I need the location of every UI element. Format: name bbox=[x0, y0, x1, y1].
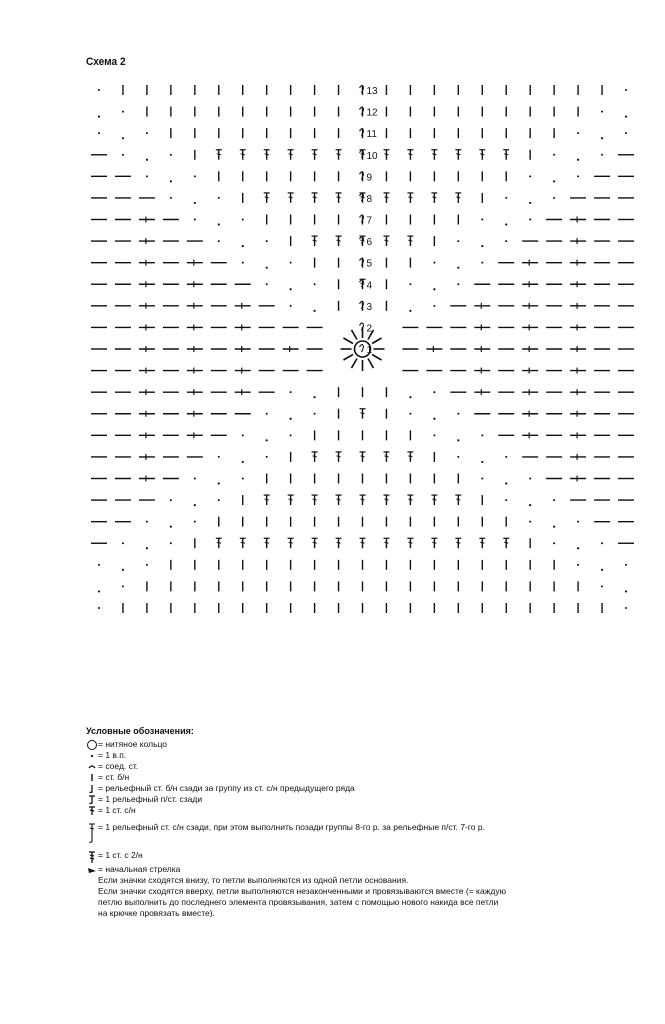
legend-item-double bbox=[86, 805, 506, 816]
legend-item-single bbox=[86, 772, 506, 783]
chain-stitch-mark bbox=[218, 223, 220, 225]
double-crochet-bar bbox=[361, 542, 365, 543]
chain-stitch-mark bbox=[122, 569, 124, 571]
legend-text: = начальная стрелка bbox=[98, 864, 181, 874]
treble-crochet-icon bbox=[86, 850, 98, 864]
chain-stitch-mark bbox=[505, 197, 507, 199]
ring-stitch bbox=[352, 359, 358, 369]
chain-stitch-mark bbox=[409, 396, 411, 398]
ring-stitch bbox=[368, 359, 374, 369]
row-number: 12 bbox=[366, 107, 378, 119]
chain-stitch-mark bbox=[577, 521, 579, 523]
double-crochet-bar bbox=[241, 154, 245, 155]
chain-stitch-mark bbox=[433, 288, 435, 290]
double-crochet-bar bbox=[408, 154, 412, 155]
ring-stitch bbox=[372, 338, 382, 344]
double-crochet-bar bbox=[313, 542, 317, 543]
double-crochet-bar bbox=[456, 499, 460, 500]
chain-stitch-mark bbox=[122, 585, 124, 587]
chain-stitch-mark bbox=[218, 197, 220, 199]
double-crochet-bar bbox=[384, 154, 388, 155]
chain-stitch-mark bbox=[313, 310, 315, 312]
chain-stitch-mark bbox=[577, 159, 579, 161]
chain-stitch-mark bbox=[553, 197, 555, 199]
chain-stitch-mark bbox=[146, 132, 148, 134]
double-crochet-bar bbox=[313, 456, 317, 457]
chain-stitch-mark bbox=[146, 547, 148, 549]
legend-text: = 1 ст. с 2/н bbox=[98, 850, 143, 860]
chain-stitch-mark bbox=[529, 202, 531, 204]
legend-note: Если значки сходятся вверху, петли выполняются незаконченными и провязываются вместе (= каждую петлю выполнить до последнего элемента провязывания, затем с помощью нового накида все петли на крючке провязать вместе). bbox=[98, 886, 506, 918]
ring-icon bbox=[86, 739, 98, 750]
chain-stitch-mark bbox=[553, 154, 555, 156]
chain-stitch-mark bbox=[242, 478, 244, 480]
chain-stitch-mark bbox=[170, 197, 172, 199]
chain-stitch-mark bbox=[481, 461, 483, 463]
chain-stitch-mark bbox=[553, 542, 555, 544]
ring-stitch bbox=[343, 355, 353, 361]
relief-single-crochet-icon bbox=[86, 783, 98, 794]
legend-item-treble bbox=[86, 850, 506, 864]
double-crochet-bar bbox=[456, 154, 460, 155]
legend-text: = 1 в.п. bbox=[98, 750, 127, 760]
chain-stitch-mark bbox=[409, 283, 411, 285]
legend-title: Условные обозначения: bbox=[86, 726, 194, 736]
diagram-title: Схема 2 bbox=[86, 56, 126, 68]
legend-text: = нитяное кольцо bbox=[98, 739, 168, 749]
chain-stitch-mark bbox=[601, 111, 603, 113]
chain-stitch-mark bbox=[601, 154, 603, 156]
chain-stitch-mark bbox=[98, 564, 100, 566]
legend bbox=[86, 726, 506, 919]
double-crochet-bar bbox=[504, 542, 508, 543]
chain-stitch-mark bbox=[313, 396, 315, 398]
chain-stitch-mark bbox=[218, 456, 220, 458]
legend-item-relief-double bbox=[86, 822, 506, 844]
chain-stitch-mark bbox=[122, 542, 124, 544]
single-crochet-icon bbox=[86, 772, 98, 783]
chain-stitch-mark bbox=[457, 413, 459, 415]
chain-stitch-mark bbox=[481, 434, 483, 436]
legend-item-arrow bbox=[86, 864, 506, 875]
chain-stitch-mark bbox=[553, 526, 555, 528]
chain-stitch-mark bbox=[170, 499, 172, 501]
double-crochet-bar bbox=[408, 499, 412, 500]
row-number: 8 bbox=[366, 193, 373, 205]
legend-item-ring bbox=[86, 739, 506, 750]
row-number: 2 bbox=[366, 323, 373, 335]
double-crochet-bar bbox=[337, 154, 341, 155]
chain-stitch-mark bbox=[146, 175, 148, 177]
double-crochet-bar bbox=[265, 197, 269, 198]
chain-stitch-mark bbox=[433, 391, 435, 393]
chain-stitch-mark bbox=[122, 154, 124, 156]
chain-stitch-mark bbox=[98, 607, 100, 609]
chain-stitch-mark bbox=[505, 240, 507, 242]
double-crochet-bar bbox=[384, 197, 388, 198]
row-number: 11 bbox=[366, 129, 377, 141]
chain-stitch-mark bbox=[625, 590, 627, 592]
double-crochet-bar bbox=[217, 154, 221, 155]
chain-stitch-mark bbox=[242, 434, 244, 436]
chain-stitch-mark bbox=[577, 564, 579, 566]
double-crochet-bar bbox=[384, 542, 388, 543]
chain-stitch-mark bbox=[481, 478, 483, 480]
chain-stitch-mark bbox=[242, 461, 244, 463]
chain-stitch-mark bbox=[146, 564, 148, 566]
chain-stitch-mark bbox=[625, 89, 627, 91]
chain-stitch-mark bbox=[266, 283, 268, 285]
double-crochet-bar bbox=[456, 542, 460, 543]
chain-stitch-mark bbox=[242, 245, 244, 247]
legend-text: = 1 рельефный п/ст. сзади bbox=[98, 794, 203, 804]
chain-stitch-mark bbox=[218, 499, 220, 501]
chain-stitch-mark bbox=[457, 283, 459, 285]
legend-item-relief-half bbox=[86, 794, 506, 805]
row-number: 7 bbox=[366, 215, 373, 227]
chain-stitch-mark bbox=[529, 219, 531, 221]
chain-stitch-mark bbox=[194, 521, 196, 523]
double-crochet-bar bbox=[337, 542, 341, 543]
ring-stitch bbox=[352, 330, 358, 340]
chain-stitch-mark bbox=[290, 288, 292, 290]
chain-stitch-mark bbox=[601, 569, 603, 571]
chain-stitch-mark bbox=[218, 482, 220, 484]
chain-stitch-mark bbox=[457, 456, 459, 458]
double-crochet-bar bbox=[289, 542, 293, 543]
chain-stitch-mark bbox=[433, 305, 435, 307]
row-number: 9 bbox=[366, 172, 373, 184]
legend-note: Если значки сходятся внизу, то петли выполняются из одной петли основания. bbox=[98, 875, 409, 885]
chain-stitch-mark bbox=[266, 439, 268, 441]
row-number: 5 bbox=[366, 258, 373, 270]
chain-stitch-mark bbox=[170, 542, 172, 544]
row-number: 6 bbox=[366, 237, 373, 249]
chain-stitch-mark bbox=[481, 262, 483, 264]
double-crochet-bar bbox=[456, 197, 460, 198]
legend-text: = 1 рельефный ст. с/н сзади, при этом выполнить позади группы 8-го р. за рельефные п/ст. 7-го р. bbox=[98, 822, 485, 832]
chain-stitch-mark bbox=[553, 499, 555, 501]
double-crochet-bar bbox=[289, 499, 293, 500]
chain-stitch-mark bbox=[266, 240, 268, 242]
double-crochet-bar bbox=[337, 456, 341, 457]
double-crochet-bar bbox=[480, 154, 484, 155]
chain-stitch-mark bbox=[194, 478, 196, 480]
double-crochet-bar bbox=[265, 499, 269, 500]
chain-stitch-mark bbox=[529, 175, 531, 177]
chain-stitch-mark bbox=[577, 547, 579, 549]
double-crochet-bar bbox=[432, 499, 436, 500]
legend-item-slip bbox=[86, 761, 506, 772]
double-crochet-bar bbox=[408, 240, 412, 241]
double-crochet-bar bbox=[265, 154, 269, 155]
chain-stitch-mark bbox=[290, 305, 292, 307]
legend-text: = рельефный ст. б/н сзади за группу из ст. с/н предыдущего ряда bbox=[98, 783, 355, 793]
chain-stitch-mark bbox=[481, 219, 483, 221]
chain-stitch-mark bbox=[529, 478, 531, 480]
chain-stitch-mark bbox=[194, 504, 196, 506]
chain-stitch-mark bbox=[194, 175, 196, 177]
double-crochet-bar bbox=[313, 240, 317, 241]
slip-stitch-icon bbox=[86, 761, 98, 772]
chain-stitch-mark bbox=[625, 115, 627, 117]
double-crochet-bar bbox=[408, 197, 412, 198]
chain-stitch-mark bbox=[122, 137, 124, 139]
double-crochet-bar bbox=[432, 154, 436, 155]
chain-stitch-mark bbox=[433, 434, 435, 436]
double-crochet-bar bbox=[265, 542, 269, 543]
double-crochet-bar bbox=[384, 240, 388, 241]
double-crochet-icon bbox=[86, 805, 98, 816]
double-crochet-bar bbox=[361, 456, 365, 457]
chain-stitch-mark bbox=[625, 132, 627, 134]
double-crochet-bar bbox=[313, 499, 317, 500]
chain-stitch-mark bbox=[314, 283, 316, 285]
chain-stitch-mark bbox=[266, 456, 268, 458]
chain-stitch-mark bbox=[146, 521, 148, 523]
double-crochet-bar bbox=[480, 542, 484, 543]
chain-stitch-mark bbox=[242, 219, 244, 221]
double-crochet-bar bbox=[313, 197, 317, 198]
double-crochet-bar bbox=[217, 542, 221, 543]
chain-stitch-mark bbox=[505, 499, 507, 501]
double-crochet-bar bbox=[337, 197, 341, 198]
chain-stitch-mark bbox=[601, 137, 603, 139]
chain-stitch-mark bbox=[577, 132, 579, 134]
row-number: 3 bbox=[366, 301, 373, 313]
double-crochet-bar bbox=[241, 542, 245, 543]
chain-stitch-mark bbox=[505, 482, 507, 484]
chain-stitch-mark bbox=[194, 219, 196, 221]
relief-half-double-icon bbox=[86, 794, 98, 805]
chain-stitch-mark bbox=[170, 154, 172, 156]
double-crochet-bar bbox=[504, 154, 508, 155]
row-number: 1 bbox=[366, 345, 373, 356]
chain-stitch-mark bbox=[505, 223, 507, 225]
double-crochet-bar bbox=[384, 456, 388, 457]
chain-stitch-mark bbox=[146, 159, 148, 161]
chain-stitch-mark bbox=[529, 504, 531, 506]
chain-stitch-mark bbox=[505, 456, 507, 458]
chain-stitch-mark bbox=[409, 413, 411, 415]
double-crochet-bar bbox=[313, 154, 317, 155]
chain-stitch-mark bbox=[553, 180, 555, 182]
chain-stitch-mark bbox=[577, 175, 579, 177]
row-number: 13 bbox=[366, 86, 378, 97]
chain-stitch-icon bbox=[86, 750, 98, 761]
ring-stitch bbox=[372, 355, 382, 361]
chain-stitch-mark bbox=[481, 245, 483, 247]
double-crochet-bar bbox=[432, 542, 436, 543]
start-arrow-icon bbox=[86, 864, 98, 875]
chain-stitch-mark bbox=[433, 418, 435, 420]
double-crochet-bar bbox=[361, 413, 365, 414]
double-crochet-bar bbox=[432, 197, 436, 198]
relief-double-crochet-icon bbox=[86, 822, 98, 844]
double-crochet-bar bbox=[408, 542, 412, 543]
chain-stitch-mark bbox=[170, 526, 172, 528]
legend-text: = 1 ст. с/н bbox=[98, 805, 136, 815]
double-crochet-bar bbox=[337, 499, 341, 500]
chain-stitch-mark bbox=[601, 542, 603, 544]
chain-stitch-mark bbox=[266, 267, 268, 269]
double-crochet-bar bbox=[408, 456, 412, 457]
chain-stitch-mark bbox=[170, 180, 172, 182]
chain-stitch-mark bbox=[218, 240, 220, 242]
chain-stitch-mark bbox=[314, 413, 316, 415]
chain-stitch-mark bbox=[457, 240, 459, 242]
legend-text: = соед. ст. bbox=[98, 761, 139, 771]
double-crochet-bar bbox=[289, 197, 293, 198]
chain-stitch-mark bbox=[98, 115, 100, 117]
chain-stitch-mark bbox=[529, 521, 531, 523]
chain-stitch-mark bbox=[625, 607, 627, 609]
chain-stitch-mark bbox=[98, 132, 100, 134]
chain-stitch-mark bbox=[290, 434, 292, 436]
chain-stitch-mark bbox=[409, 310, 411, 312]
chain-stitch-mark bbox=[457, 439, 459, 441]
chain-stitch-mark bbox=[290, 391, 292, 393]
chain-stitch-mark bbox=[625, 564, 627, 566]
chain-stitch-mark bbox=[290, 418, 292, 420]
chain-stitch-mark bbox=[457, 267, 459, 269]
chain-stitch-mark bbox=[601, 585, 603, 587]
double-crochet-bar bbox=[337, 240, 341, 241]
double-crochet-bar bbox=[361, 499, 365, 500]
double-crochet-bar bbox=[289, 154, 293, 155]
chain-stitch-mark bbox=[433, 262, 435, 264]
chain-stitch-mark bbox=[98, 590, 100, 592]
chain-stitch-mark bbox=[194, 202, 196, 204]
double-crochet-bar bbox=[384, 499, 388, 500]
row-number: 10 bbox=[366, 150, 378, 162]
legend-item-chain bbox=[86, 750, 506, 761]
row-number: 4 bbox=[366, 280, 373, 292]
chain-stitch-mark bbox=[98, 89, 100, 91]
ring-stitch bbox=[343, 338, 353, 344]
legend-text: = ст. б/н bbox=[98, 772, 130, 782]
chain-stitch-mark bbox=[290, 262, 292, 264]
legend-item-relief-single bbox=[86, 783, 506, 794]
chain-stitch-mark bbox=[122, 111, 124, 113]
chain-stitch-mark bbox=[242, 262, 244, 264]
chain-stitch-mark bbox=[266, 413, 268, 415]
